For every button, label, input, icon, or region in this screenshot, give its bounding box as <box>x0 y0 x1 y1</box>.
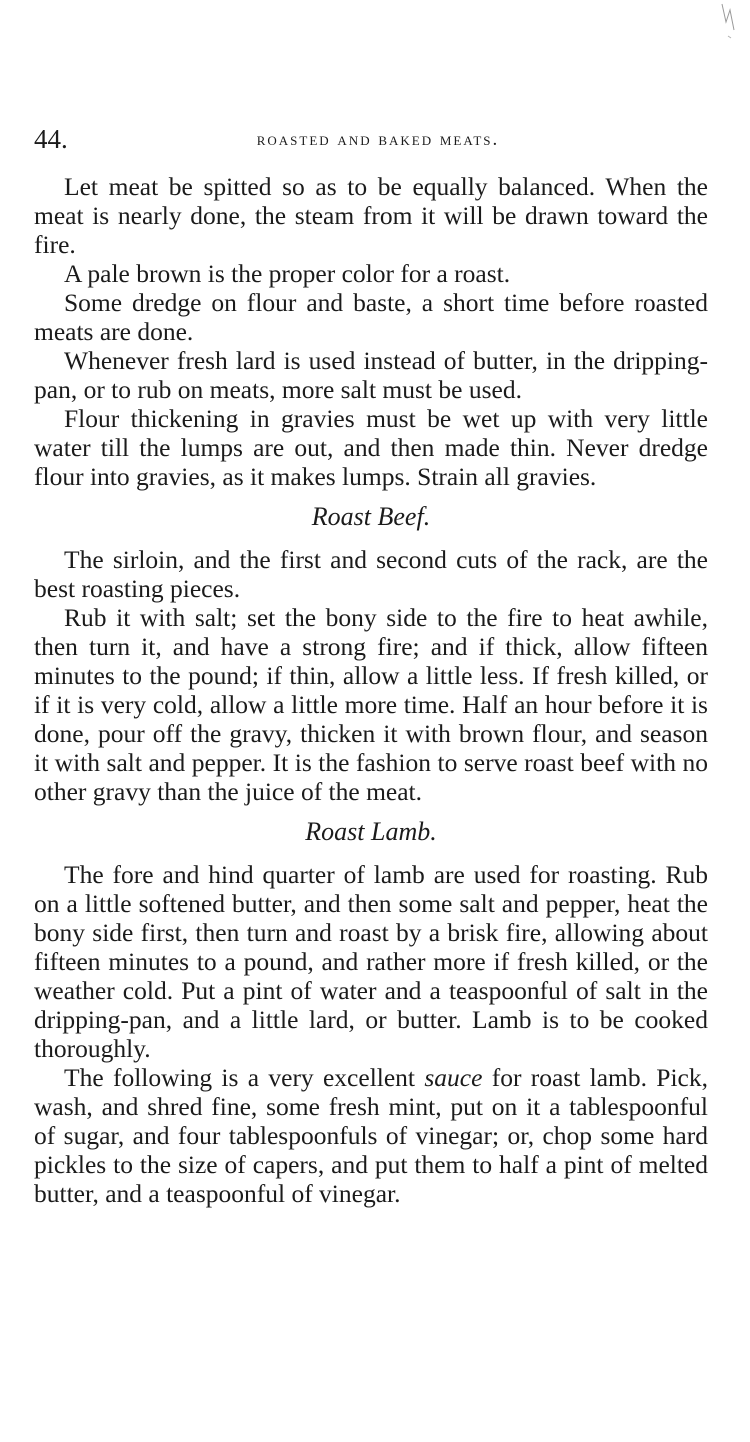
page-header <box>28 122 728 158</box>
sauce-emphasis: sauce <box>424 1063 483 1092</box>
intro-paragraph: Flour thickening in gravies must be wet up with very little water till the lumps are out, and then made thin. Never dredge flour into gravies, as it makes lumps. Strain all gravies. <box>34 404 708 491</box>
roast-lamb-paragraph: The fore and hind quarter of lamb are used for roasting. Rub on a little softened butter, and then some salt and pepper, heat the bony side first, then turn and roast by a brisk fire, allowing about fifteen minutes to a pound, and rather more if fresh killed, or the weather cold. Put a pint of water and a teaspoonful of salt in the dripping-pan, and a little lard, or butter. Lamb is to be cooked thoroughly. <box>34 860 708 1063</box>
page-number: 44. <box>34 124 68 154</box>
intro-paragraph: Whenever fresh lard is used instead of butter, in the dripping-pan, or to rub on meats, more salt must be used. <box>34 346 708 404</box>
intro-paragraph: Let meat be spitted so as to be equally balanced. When the meat is nearly done, the steam from it will be drawn toward the fire. <box>34 172 708 259</box>
handwritten-pencil-mark <box>704 0 744 60</box>
roast-beef-paragraph: Rub it with salt; set the bony side to the fire to heat awhile, then turn it, and have a strong fire; and if thick, allow fifteen minutes to the pound; if thin, allow a little less. If fresh killed, or if it is very cold, allow a little more time. Half an hour before it is done, pour off the gravy, thicken it with brown flour, and season it with salt and pepper. It is the fashion to serve roast beef with no other gravy than the juice of the meat. <box>34 603 708 806</box>
intro-paragraph: A pale brown is the proper color for a roast. <box>64 259 511 288</box>
section-title-roast-lamb: Roast Lamb. <box>305 817 437 846</box>
roast-lamb-sauce-paragraph <box>34 1063 708 1208</box>
sauce-text-before: The following is a very excellent <box>64 1063 425 1092</box>
page-body <box>34 172 708 1208</box>
intro-paragraph: Some dredge on flour and baste, a short time before roasted meats are done. <box>34 288 708 346</box>
section-title-roast-beef: Roast Beef. <box>311 502 431 531</box>
running-head: roasted and baked meats. <box>256 129 500 150</box>
sauce-text-after: for roast lamb. Pick, wash, and shred fine, some fresh mint, put on it a tablespoonful of sugar, and four tablespoonfuls of vinegar; or, chop some hard pickles to the size of capers, and put them to half a pint of melted butter, and a teaspoonful of vinegar. <box>34 1063 709 1208</box>
roast-beef-paragraph: The sirloin, and the first and second cuts of the rack, are the best roasting pieces. <box>34 545 708 603</box>
